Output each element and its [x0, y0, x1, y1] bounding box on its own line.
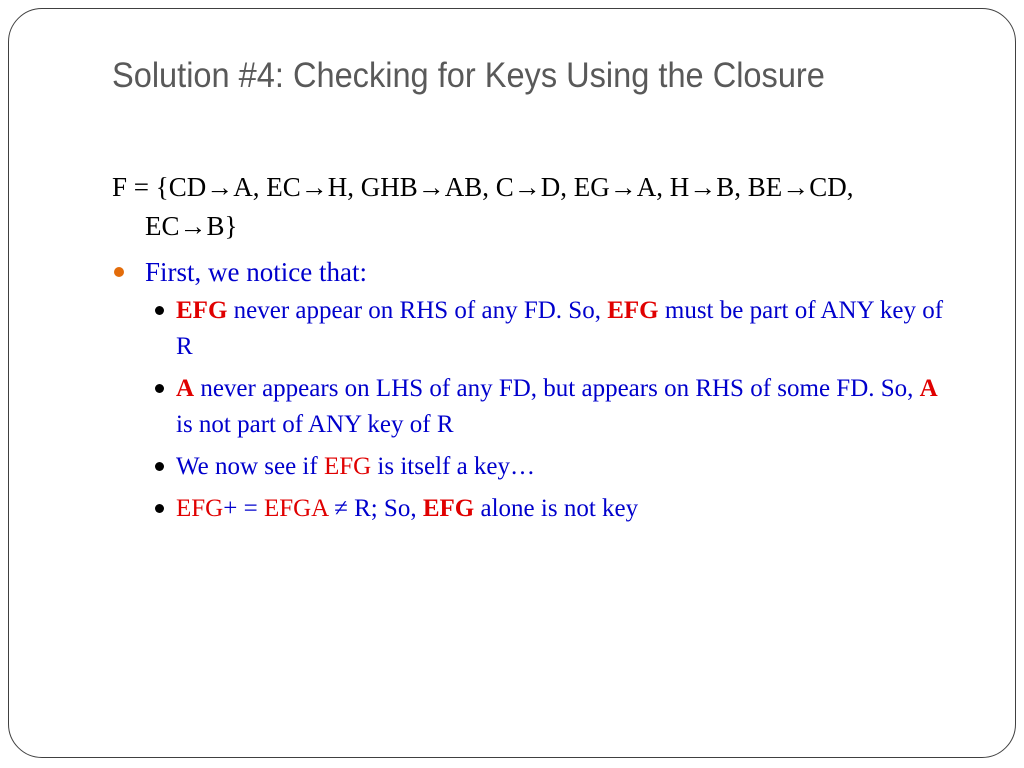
term-a: A — [176, 375, 195, 402]
slide-content — [112, 168, 952, 533]
sub-bullet-closure-result — [112, 491, 952, 527]
text-segment: alone is not key — [474, 495, 639, 522]
bullet-first-notice — [112, 253, 952, 291]
text-segment: is not part of ANY key of R — [176, 411, 454, 438]
term-a: A — [919, 375, 938, 402]
functional-dependency-set: F = {CD→A, EC→H, GHB→AB, C→D, EG→A, H→B, BE→CD, EC→B} — [112, 172, 854, 241]
bullet-dot-icon — [114, 267, 124, 277]
term-efg: EFG — [176, 297, 228, 324]
slide-title: Solution #4: Checking for Keys Using the Closure — [112, 56, 825, 95]
term-efg: EFG — [323, 453, 372, 480]
sub-bullet-efg-rhs — [112, 293, 952, 365]
term-efg: EFG — [607, 297, 659, 324]
sub-bullet-check-key — [112, 449, 952, 485]
term-efg: EFG — [176, 495, 224, 522]
bullet-first-notice-text: First, we notice that: — [145, 257, 367, 287]
sub-bullet-dot-icon — [155, 504, 164, 513]
sub-bullet-dot-icon — [155, 462, 164, 471]
text-segment: never appears on LHS of any FD, but appears on RHS of some FD. So, — [194, 375, 920, 402]
text-segment: never appear on RHS of any FD. So, — [227, 297, 608, 324]
term-efg: EFG — [422, 495, 475, 522]
sub-bullet-dot-icon — [155, 306, 164, 315]
text-segment: We now see if — [176, 453, 324, 480]
text-segment: ≠ R; So, — [327, 495, 423, 522]
sub-bullet-a-lhs — [112, 371, 952, 443]
sub-bullet-dot-icon — [155, 384, 164, 393]
text-segment: must be part of ANY key of R — [176, 297, 944, 360]
text-segment: + = — [223, 495, 264, 522]
text-segment: is itself a key… — [371, 453, 536, 480]
term-efga: EFGA — [263, 495, 328, 522]
sub-bullet-list — [112, 293, 952, 527]
